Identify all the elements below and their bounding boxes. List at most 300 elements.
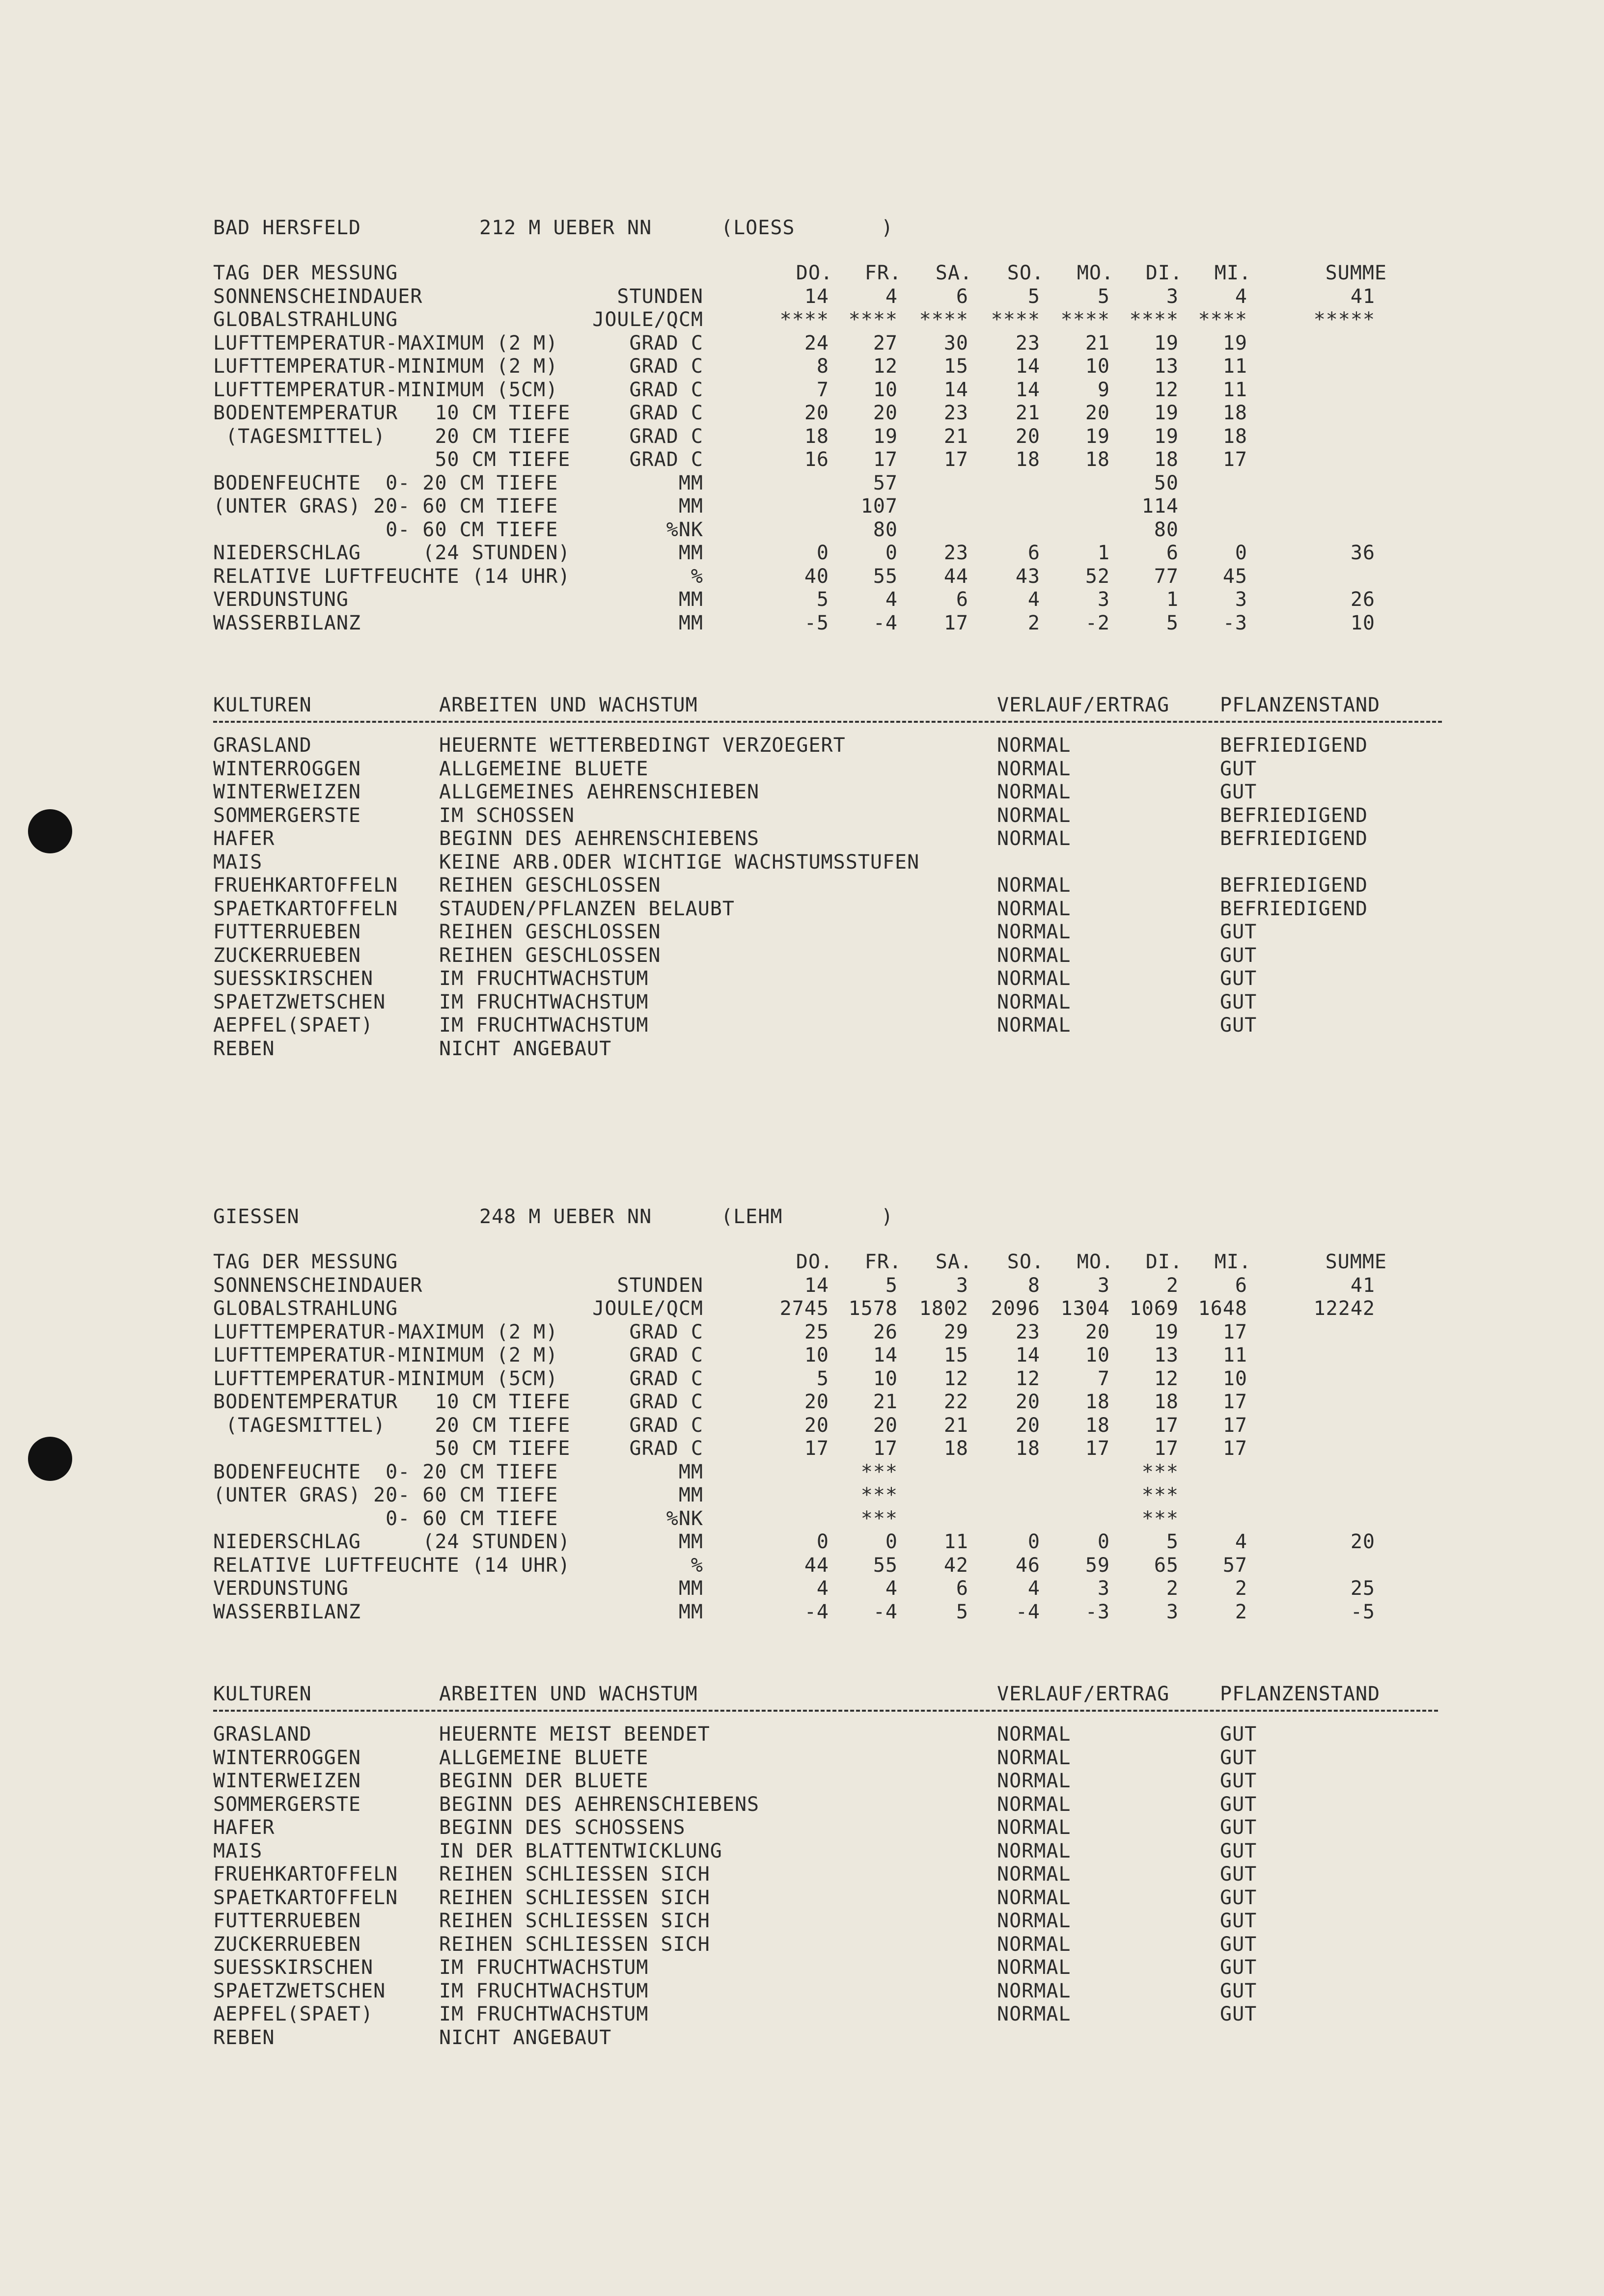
measurement-value: -4	[1015, 1600, 1040, 1623]
measurement-value: 8	[816, 355, 829, 378]
crops-header-arbeiten: ARBEITEN UND WACHSTUM	[439, 1683, 698, 1705]
crop-stand: GUT	[1220, 781, 1257, 803]
measurement-label: GLOBALSTRAHLUNG	[213, 1297, 398, 1320]
measurement-sum: 10	[1350, 611, 1375, 634]
measurement-label: WASSERBILANZ	[213, 611, 361, 634]
measurement-value: 11	[1222, 355, 1247, 378]
measurement-value: 14	[873, 1344, 898, 1367]
crop-name: MAIS	[213, 850, 263, 874]
measurement-label: BODENFEUCHTE 0- 20 CM TIEFE	[213, 1460, 558, 1483]
measurement-value: 20	[1085, 1320, 1110, 1343]
measurement-value: 21	[943, 1414, 968, 1437]
measurement-value: 15	[943, 1344, 968, 1367]
measurement-unit: MM	[678, 1577, 703, 1600]
measurement-label: WASSERBILANZ	[213, 1600, 361, 1623]
measurement-unit: MM	[678, 471, 703, 494]
crop-verlauf: NORMAL	[997, 1886, 1071, 1909]
measurement-sum: 12242	[1313, 1297, 1375, 1320]
measurement-value: 4	[885, 285, 898, 308]
measurement-value: 17	[943, 611, 968, 634]
measurement-value: 77	[1154, 565, 1179, 588]
crop-stand: BEFRIEDIGEND	[1220, 734, 1368, 757]
measurement-value: ***	[1141, 1460, 1179, 1483]
measurement-value: 14	[804, 285, 829, 308]
measurement-label: GLOBALSTRAHLUNG	[213, 308, 398, 331]
measurement-value: 1069	[1129, 1297, 1179, 1320]
measurement-sum: 20	[1350, 1531, 1375, 1553]
measurement-unit: %NK	[666, 1507, 703, 1530]
crop-activity: KEINE ARB.ODER WICHTIGE WACHSTUMSSTUFEN	[439, 850, 920, 874]
day-header-label: TAG DER MESSUNG	[213, 262, 398, 284]
measurement-label: NIEDERSCHLAG (24 STUNDEN)	[213, 1531, 571, 1553]
measurement-value: 4	[816, 1577, 829, 1600]
measurement-value: 17	[1222, 1437, 1247, 1460]
measurement-value: 10	[873, 378, 898, 401]
measurement-value: 0	[1235, 542, 1247, 564]
measurement-value: ***	[860, 1460, 898, 1483]
measurement-value: 80	[873, 518, 898, 541]
crop-name: AEPFEL(SPAET)	[213, 2003, 374, 2025]
crop-verlauf: NORMAL	[997, 1793, 1071, 1816]
sum-header: SUMME	[1325, 1251, 1387, 1273]
day-header-6: DI.	[1145, 262, 1183, 284]
crop-name: ZUCKERRUEBEN	[213, 1933, 361, 1956]
crop-verlauf: NORMAL	[997, 1839, 1071, 1862]
crop-name: WINTERWEIZEN	[213, 1770, 361, 1792]
measurement-value: 2	[1166, 1577, 1179, 1600]
crop-activity: IM FRUCHTWACHSTUM	[439, 990, 649, 1013]
crop-verlauf: NORMAL	[997, 921, 1071, 943]
crop-name: FUTTERRUEBEN	[213, 1910, 361, 1932]
measurement-value: ***	[1141, 1507, 1179, 1530]
measurement-value: 59	[1085, 1554, 1110, 1577]
crop-name: SOMMERGERSTE	[213, 1793, 361, 1816]
measurement-unit: JOULE/QCM	[592, 1297, 703, 1320]
crop-name: HAFER	[213, 827, 275, 850]
day-header-3: SA.	[935, 1251, 972, 1273]
crop-verlauf: NORMAL	[997, 1933, 1071, 1956]
measurement-value: -4	[873, 1600, 898, 1623]
measurement-unit: GRAD C	[629, 1367, 703, 1390]
crop-stand: GUT	[1220, 990, 1257, 1013]
punch-hole-lower	[28, 1437, 72, 1481]
measurement-value: 40	[804, 565, 829, 588]
station-elevation: 212 M UEBER NN	[479, 217, 652, 239]
measurement-value: 0	[1097, 1531, 1110, 1553]
measurement-unit: GRAD C	[629, 1391, 703, 1413]
measurement-value: 14	[1015, 378, 1040, 401]
crop-stand: GUT	[1220, 1014, 1257, 1037]
crop-stand: BEFRIEDIGEND	[1220, 874, 1368, 897]
measurement-value: 23	[1015, 1320, 1040, 1343]
crop-activity: IM FRUCHTWACHSTUM	[439, 1956, 649, 1979]
crop-stand: GUT	[1220, 2003, 1257, 2025]
measurement-value: 4	[1027, 1577, 1040, 1600]
crop-activity: REIHEN GESCHLOSSEN	[439, 921, 661, 943]
measurement-sum: 25	[1350, 1577, 1375, 1600]
measurement-value: 2	[1027, 611, 1040, 634]
day-header-7: MI.	[1214, 1251, 1251, 1273]
crop-verlauf: NORMAL	[997, 874, 1071, 897]
measurement-unit: %NK	[666, 518, 703, 541]
measurement-label: NIEDERSCHLAG (24 STUNDEN)	[213, 542, 571, 564]
measurement-value: 20	[1015, 1391, 1040, 1413]
measurement-sum: 26	[1350, 588, 1375, 611]
crop-activity: HEUERNTE MEIST BEENDET	[439, 1723, 710, 1746]
measurement-label: VERDUNSTUNG	[213, 1577, 349, 1600]
crop-name: SUESSKIRSCHEN	[213, 1956, 374, 1979]
measurement-value: 2	[1235, 1600, 1247, 1623]
measurement-value: 2096	[991, 1297, 1040, 1320]
measurement-value: 0	[885, 542, 898, 564]
crop-stand: GUT	[1220, 1933, 1257, 1956]
measurement-value: 14	[1015, 1344, 1040, 1367]
measurement-label: LUFTTEMPERATUR-MAXIMUM (2 M)	[213, 1320, 558, 1343]
crop-stand: GUT	[1220, 1979, 1257, 2002]
measurement-unit: MM	[678, 611, 703, 634]
measurement-value: 18	[1085, 1391, 1110, 1413]
measurement-value: 5	[885, 1274, 898, 1297]
measurement-value: 19	[1154, 1320, 1179, 1343]
measurement-value: 30	[943, 331, 968, 355]
measurement-value: 27	[873, 331, 898, 355]
crop-stand: BEFRIEDIGEND	[1220, 827, 1368, 850]
crop-stand: GUT	[1220, 757, 1257, 780]
measurement-value: ***	[860, 1484, 898, 1506]
measurement-label: LUFTTEMPERATUR-MINIMUM (2 M)	[213, 355, 558, 378]
measurement-unit: MM	[678, 1460, 703, 1483]
measurement-value: 19	[1154, 425, 1179, 448]
measurement-value: 26	[873, 1320, 898, 1343]
day-header-5: MO.	[1077, 1251, 1114, 1273]
measurement-sum: 36	[1350, 542, 1375, 564]
measurement-unit: MM	[678, 1600, 703, 1623]
measurement-value: 20	[804, 402, 829, 424]
measurement-value: 4	[885, 588, 898, 611]
measurement-value: ****	[848, 308, 898, 331]
measurement-value: 44	[943, 565, 968, 588]
measurement-value: 17	[1222, 448, 1247, 471]
crop-name: MAIS	[213, 1839, 263, 1862]
measurement-value: 10	[1085, 1344, 1110, 1367]
measurement-value: 3	[1097, 1577, 1110, 1600]
measurement-value: 10	[1222, 1367, 1247, 1390]
dashed-separator	[213, 1710, 1438, 1712]
measurement-label: RELATIVE LUFTFEUCHTE (14 UHR)	[213, 1554, 571, 1577]
measurement-label: VERDUNSTUNG	[213, 588, 349, 611]
measurement-value: 19	[1154, 402, 1179, 424]
measurement-value: 10	[873, 1367, 898, 1390]
measurement-value: 4	[1027, 588, 1040, 611]
measurement-value: 1304	[1060, 1297, 1110, 1320]
measurement-value: 23	[943, 542, 968, 564]
measurement-value: 0	[1027, 1531, 1040, 1553]
measurement-value: 11	[943, 1531, 968, 1553]
day-header-6: DI.	[1145, 1251, 1183, 1273]
measurement-value: 17	[873, 448, 898, 471]
measurement-label: (TAGESMITTEL) 20 CM TIEFE	[213, 425, 571, 448]
measurement-value: 65	[1154, 1554, 1179, 1577]
crop-verlauf: NORMAL	[997, 827, 1071, 850]
measurement-value: ***	[1141, 1484, 1179, 1506]
measurement-value: 114	[1141, 495, 1179, 518]
crop-verlauf: NORMAL	[997, 1956, 1071, 1979]
crop-activity: BEGINN DES AEHRENSCHIEBENS	[439, 827, 760, 850]
crops-header-kulturen: KULTUREN	[213, 1683, 312, 1705]
crop-verlauf: NORMAL	[997, 734, 1071, 757]
crop-activity: IM FRUCHTWACHSTUM	[439, 967, 649, 990]
measurement-unit: GRAD C	[629, 355, 703, 378]
measurement-value: 17	[1154, 1437, 1179, 1460]
station-soil: (LOESS )	[721, 217, 894, 239]
crop-verlauf: NORMAL	[997, 1014, 1071, 1037]
crop-verlauf: NORMAL	[997, 1746, 1071, 1769]
measurement-value: 2	[1166, 1274, 1179, 1297]
crop-name: WINTERWEIZEN	[213, 781, 361, 803]
crop-name: SPAETZWETSCHEN	[213, 1979, 386, 2002]
measurement-value: 11	[1222, 1344, 1247, 1367]
measurement-value: 17	[804, 1437, 829, 1460]
measurement-value: 23	[1015, 331, 1040, 355]
measurement-label: BODENFEUCHTE 0- 20 CM TIEFE	[213, 471, 558, 494]
crop-activity: NICHT ANGEBAUT	[439, 1037, 612, 1060]
crop-name: WINTERROGGEN	[213, 1746, 361, 1769]
measurement-value: 17	[1085, 1437, 1110, 1460]
measurement-label: SONNENSCHEINDAUER	[213, 1274, 423, 1297]
measurement-value: 13	[1154, 355, 1179, 378]
measurement-unit: MM	[678, 495, 703, 518]
station-name: GIESSEN	[213, 1205, 300, 1228]
measurement-value: 11	[1222, 378, 1247, 401]
measurement-value: -4	[804, 1600, 829, 1623]
measurement-unit: GRAD C	[629, 1320, 703, 1343]
measurement-value: 16	[804, 448, 829, 471]
measurement-value: 20	[804, 1391, 829, 1413]
crop-activity: IM FRUCHTWACHSTUM	[439, 2003, 649, 2025]
crop-activity: IM FRUCHTWACHSTUM	[439, 1014, 649, 1037]
measurement-value: 17	[1222, 1391, 1247, 1413]
measurement-value: 5	[1166, 611, 1179, 634]
measurement-unit: GRAD C	[629, 331, 703, 355]
day-header-2: FR.	[864, 1251, 902, 1273]
crop-activity: IN DER BLATTENTWICKLUNG	[439, 1839, 722, 1862]
crop-activity: ALLGEMEINE BLUETE	[439, 1746, 649, 1769]
crops-header-stand: PFLANZENSTAND	[1220, 694, 1381, 716]
measurement-value: ****	[1060, 308, 1110, 331]
day-header-2: FR.	[864, 262, 902, 284]
measurement-unit: STUNDEN	[617, 285, 703, 308]
measurement-label: BODENTEMPERATUR 10 CM TIEFE	[213, 402, 571, 424]
crop-verlauf: NORMAL	[997, 1979, 1071, 2002]
measurement-value: -3	[1222, 611, 1247, 634]
crop-verlauf: NORMAL	[997, 757, 1071, 780]
measurement-unit: GRAD C	[629, 402, 703, 424]
measurement-value: 17	[943, 448, 968, 471]
punch-hole-upper	[28, 809, 72, 853]
measurement-value: 13	[1154, 1344, 1179, 1367]
station-name: BAD HERSFELD	[213, 217, 361, 239]
measurement-value: 21	[943, 425, 968, 448]
crop-name: FRUEHKARTOFFELN	[213, 1863, 398, 1886]
crop-activity: IM SCHOSSEN	[439, 804, 575, 827]
crop-name: SPAETKARTOFFELN	[213, 897, 398, 920]
measurement-value: 21	[1015, 402, 1040, 424]
measurement-value: 19	[873, 425, 898, 448]
crop-stand: GUT	[1220, 1770, 1257, 1792]
measurement-value: 80	[1154, 518, 1179, 541]
measurement-value: 3	[1097, 588, 1110, 611]
measurement-label: LUFTTEMPERATUR-MINIMUM (5CM)	[213, 1367, 558, 1390]
measurement-value: 7	[1097, 1367, 1110, 1390]
crop-activity: STAUDEN/PFLANZEN BELAUBT	[439, 897, 735, 920]
measurement-value: 6	[956, 588, 968, 611]
crop-name: SUESSKIRSCHEN	[213, 967, 374, 990]
measurement-value: 5	[1166, 1531, 1179, 1553]
measurement-value: 3	[1166, 285, 1179, 308]
measurement-unit: MM	[678, 542, 703, 564]
measurement-value: 3	[956, 1274, 968, 1297]
measurement-value: 21	[1085, 331, 1110, 355]
measurement-value: 5	[816, 1367, 829, 1390]
crop-verlauf: NORMAL	[997, 804, 1071, 827]
measurement-value: 44	[804, 1554, 829, 1577]
measurement-label: 50 CM TIEFE	[213, 448, 571, 471]
measurement-label: LUFTTEMPERATUR-MINIMUM (2 M)	[213, 1344, 558, 1367]
crop-verlauf: NORMAL	[997, 1770, 1071, 1792]
crop-name: SOMMERGERSTE	[213, 804, 361, 827]
measurement-label: 0- 60 CM TIEFE	[213, 518, 558, 541]
crop-name: FUTTERRUEBEN	[213, 921, 361, 943]
measurement-value: 6	[956, 1577, 968, 1600]
measurement-value: 0	[816, 542, 829, 564]
measurement-value: 6	[956, 285, 968, 308]
measurement-label: LUFTTEMPERATUR-MAXIMUM (2 M)	[213, 331, 558, 355]
crop-activity: IM FRUCHTWACHSTUM	[439, 1979, 649, 2002]
measurement-value: 50	[1154, 471, 1179, 494]
crop-stand: GUT	[1220, 1746, 1257, 1769]
measurement-value: 5	[1097, 285, 1110, 308]
measurement-value: 14	[1015, 355, 1040, 378]
measurement-value: 107	[860, 495, 898, 518]
crop-activity: HEUERNTE WETTERBEDINGT VERZOEGERT	[439, 734, 846, 757]
measurement-value: 12	[1154, 1367, 1179, 1390]
measurement-value: 12	[1015, 1367, 1040, 1390]
measurement-value: 18	[1015, 448, 1040, 471]
measurement-value: 57	[1222, 1554, 1247, 1577]
sum-header: SUMME	[1325, 262, 1387, 284]
measurement-value: 19	[1085, 425, 1110, 448]
day-header-4: SO.	[1007, 262, 1044, 284]
crop-verlauf: NORMAL	[997, 897, 1071, 920]
crop-activity: ALLGEMEINES AEHRENSCHIEBEN	[439, 781, 760, 803]
day-header-3: SA.	[935, 262, 972, 284]
measurement-unit: %	[691, 1554, 703, 1577]
crop-stand: GUT	[1220, 1910, 1257, 1932]
measurement-value: 2745	[779, 1297, 829, 1320]
crop-verlauf: NORMAL	[997, 1863, 1071, 1886]
crop-stand: GUT	[1220, 1816, 1257, 1839]
crop-name: SPAETZWETSCHEN	[213, 990, 386, 1013]
measurement-value: 18	[1222, 402, 1247, 424]
station-elevation: 248 M UEBER NN	[479, 1205, 652, 1228]
measurement-value: 1578	[848, 1297, 898, 1320]
dashed-separator	[213, 721, 1442, 723]
measurement-value: 20	[1085, 402, 1110, 424]
crops-header-stand: PFLANZENSTAND	[1220, 1683, 1381, 1705]
crop-name: SPAETKARTOFFELN	[213, 1886, 398, 1909]
measurement-unit: GRAD C	[629, 1437, 703, 1460]
crop-stand: GUT	[1220, 944, 1257, 967]
measurement-unit: MM	[678, 1484, 703, 1506]
measurement-value: 3	[1097, 1274, 1110, 1297]
measurement-value: 20	[1015, 1414, 1040, 1437]
day-header-7: MI.	[1214, 262, 1251, 284]
measurement-value: 42	[943, 1554, 968, 1577]
measurement-label: 50 CM TIEFE	[213, 1437, 571, 1460]
crop-verlauf: NORMAL	[997, 990, 1071, 1013]
crop-stand: BEFRIEDIGEND	[1220, 804, 1368, 827]
station-soil: (LEHM )	[721, 1205, 894, 1228]
measurement-value: 9	[1097, 378, 1110, 401]
measurement-sum: -5	[1350, 1600, 1375, 1623]
measurement-value: 6	[1235, 1274, 1247, 1297]
measurement-value: 4	[1235, 285, 1247, 308]
measurement-unit: GRAD C	[629, 425, 703, 448]
crop-stand: GUT	[1220, 1793, 1257, 1816]
measurement-value: 12	[873, 355, 898, 378]
measurement-value: 14	[804, 1274, 829, 1297]
crop-verlauf: NORMAL	[997, 2003, 1071, 2025]
crop-stand: GUT	[1220, 1886, 1257, 1909]
measurement-value: 0	[816, 1531, 829, 1553]
crops-header-arbeiten: ARBEITEN UND WACHSTUM	[439, 694, 698, 716]
measurement-value: 46	[1015, 1554, 1040, 1577]
crop-activity: BEGINN DES AEHRENSCHIEBENS	[439, 1793, 760, 1816]
measurement-value: 2	[1235, 1577, 1247, 1600]
crop-name: FRUEHKARTOFFELN	[213, 874, 398, 897]
crops-header-verlauf: VERLAUF/ERTRAG	[997, 1683, 1170, 1705]
measurement-value: 17	[1222, 1414, 1247, 1437]
measurement-value: 14	[943, 378, 968, 401]
measurement-value: 1802	[919, 1297, 968, 1320]
crop-activity: NICHT ANGEBAUT	[439, 2026, 612, 2049]
measurement-value: 17	[1154, 1414, 1179, 1437]
measurement-unit: STUNDEN	[617, 1274, 703, 1297]
measurement-unit: MM	[678, 1531, 703, 1553]
measurement-unit: JOULE/QCM	[592, 308, 703, 331]
measurement-unit: GRAD C	[629, 1414, 703, 1437]
measurement-value: -4	[873, 611, 898, 634]
crop-activity: REIHEN SCHLIESSEN SICH	[439, 1886, 710, 1909]
measurement-value: 22	[943, 1391, 968, 1413]
measurement-value: 12	[1154, 378, 1179, 401]
measurement-value: 4	[885, 1577, 898, 1600]
crop-name: AEPFEL(SPAET)	[213, 1014, 374, 1037]
measurement-value: 5	[956, 1600, 968, 1623]
crop-verlauf: NORMAL	[997, 967, 1071, 990]
crop-name: REBEN	[213, 2026, 275, 2049]
day-header-4: SO.	[1007, 1251, 1044, 1273]
measurement-unit: GRAD C	[629, 378, 703, 401]
measurement-value: 17	[873, 1437, 898, 1460]
crop-name: WINTERROGGEN	[213, 757, 361, 780]
crop-stand: BEFRIEDIGEND	[1220, 897, 1368, 920]
measurement-value: 19	[1222, 331, 1247, 355]
measurement-unit: %	[691, 565, 703, 588]
measurement-value: 20	[1015, 425, 1040, 448]
measurement-value: 17	[1222, 1320, 1247, 1343]
measurement-value: 25	[804, 1320, 829, 1343]
